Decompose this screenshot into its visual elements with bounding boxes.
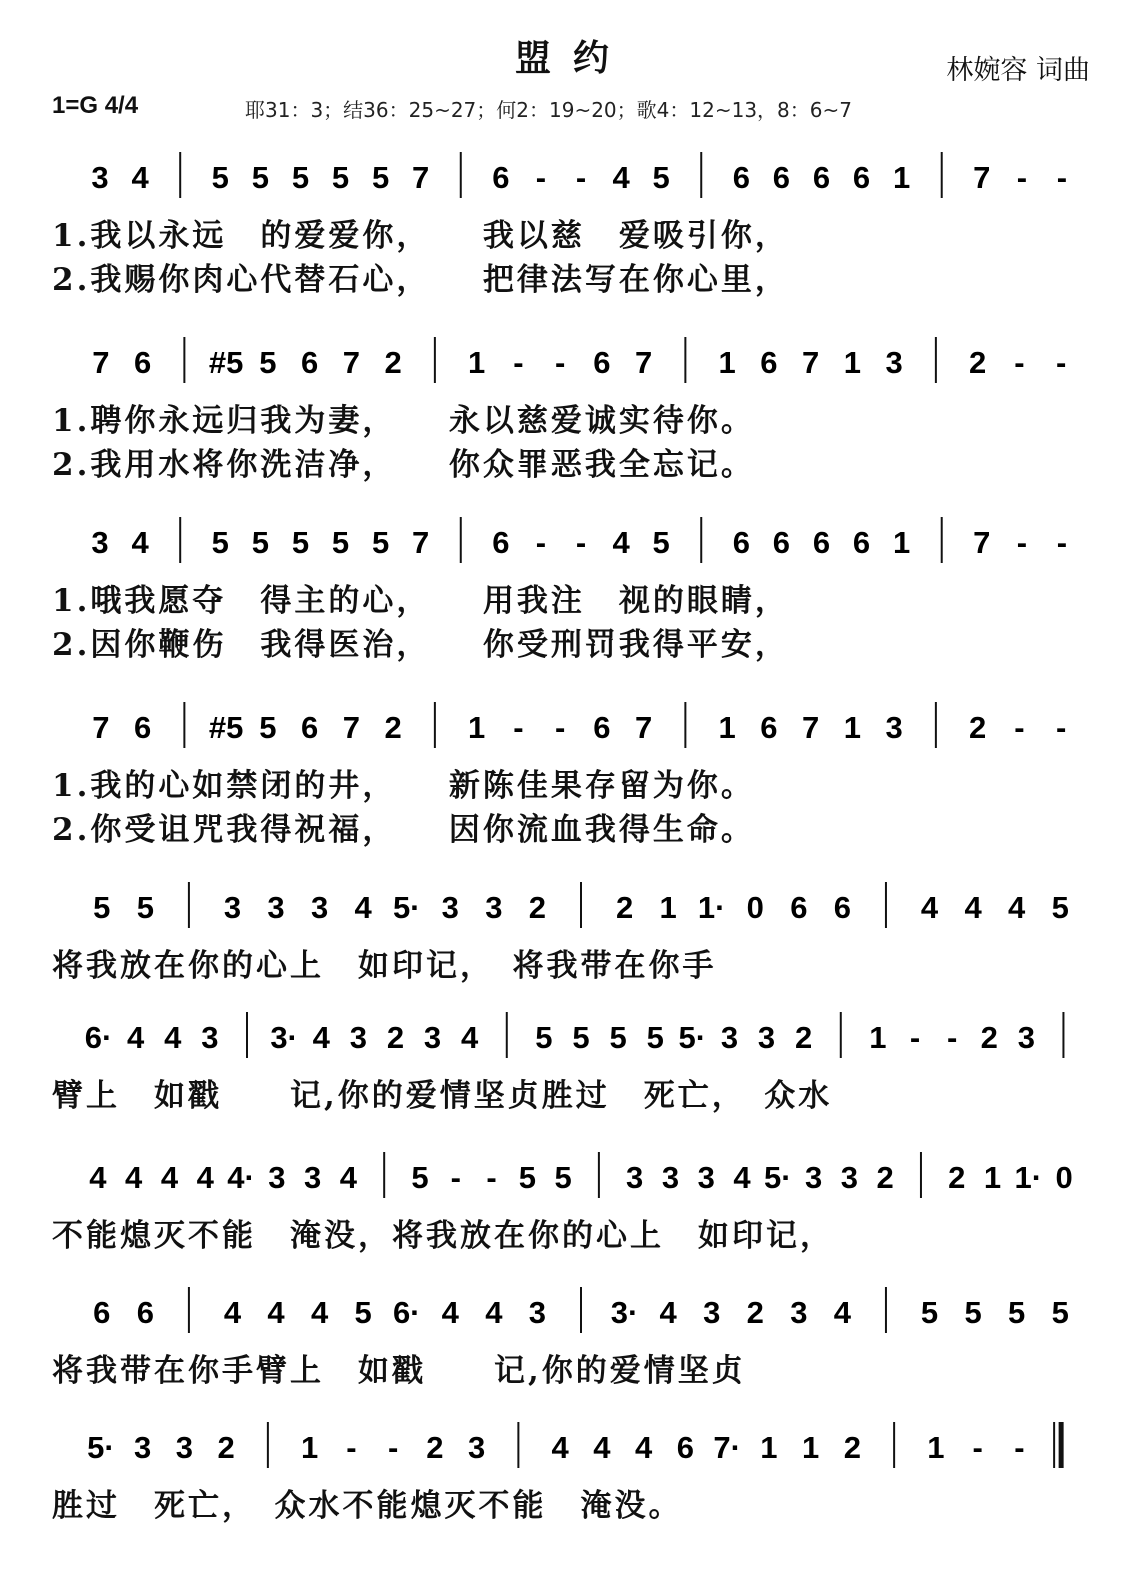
- note: 3: [423, 1020, 442, 1055]
- note: 3: [134, 1430, 152, 1465]
- note: 5: [1051, 1295, 1069, 1330]
- note: 7: [635, 710, 653, 745]
- note: 5: [331, 525, 350, 560]
- note: 3·: [270, 1020, 298, 1055]
- note: 2: [948, 1160, 966, 1195]
- note: 3: [485, 890, 503, 925]
- note: 4: [196, 1160, 214, 1195]
- dash-note: -: [972, 1430, 983, 1465]
- dash-note: -: [535, 160, 547, 195]
- dash-note: -: [535, 525, 547, 560]
- note: 3: [441, 890, 459, 925]
- note: 4: [312, 1020, 330, 1055]
- note: 3: [840, 1160, 859, 1195]
- note: 1: [718, 710, 736, 745]
- note: 3: [757, 1020, 776, 1055]
- note: 1: [893, 525, 911, 560]
- note: 4: [920, 890, 939, 925]
- note: 3: [268, 1160, 286, 1195]
- note: 4: [89, 1160, 107, 1195]
- note: 1: [927, 1430, 945, 1465]
- note: 5: [535, 1020, 553, 1055]
- note: 5: [646, 1020, 664, 1055]
- scripture-references: 耶31：3；结36：25~27；何2：19~20；歌4：12~13，8：6~7: [245, 98, 852, 122]
- score-row: [0, 1285, 1146, 1435]
- note: 6·: [392, 1295, 421, 1330]
- note: 6: [676, 1430, 694, 1465]
- note: 3: [626, 1160, 644, 1195]
- note: 0: [746, 890, 764, 925]
- note: 4: [131, 160, 149, 195]
- note: 3: [1017, 1020, 1035, 1055]
- note: 2: [386, 1020, 405, 1055]
- note: 6: [136, 1295, 154, 1330]
- note: 6: [301, 710, 319, 745]
- note: 5: [251, 160, 269, 195]
- note: 5: [331, 160, 350, 195]
- note: 5·: [678, 1020, 707, 1055]
- note: 7·: [713, 1430, 741, 1465]
- note: 7: [92, 345, 110, 380]
- score-row: [0, 1420, 1146, 1570]
- dash-note: -: [1055, 710, 1067, 745]
- note: 6: [134, 710, 152, 745]
- dash-note: -: [450, 1160, 461, 1195]
- note: 4: [593, 1430, 611, 1465]
- dash-note: -: [513, 345, 524, 380]
- note: 7: [802, 710, 820, 745]
- note: 5: [554, 1160, 572, 1195]
- note: 3: [790, 1295, 808, 1330]
- note: 4: [125, 1160, 143, 1195]
- note: #5: [208, 710, 244, 745]
- note: 7: [802, 345, 820, 380]
- note: 5: [652, 525, 670, 560]
- note: 3: [885, 345, 903, 380]
- note: 7: [635, 345, 653, 380]
- note: 2: [969, 345, 987, 380]
- dash-note: -: [1056, 525, 1068, 560]
- lyric-line: 2.我用水将你洗洁净， 你众罪恶我全忘记。: [52, 447, 755, 483]
- note: 5: [411, 1160, 429, 1195]
- dash-note: -: [1016, 160, 1028, 195]
- dash-note: -: [513, 710, 524, 745]
- note: 2: [426, 1430, 444, 1465]
- note: 1: [802, 1430, 820, 1465]
- note: 2: [746, 1295, 764, 1330]
- note: 3: [697, 1160, 715, 1195]
- note: 6: [732, 160, 750, 195]
- lyric-line: 1.哦我愿夺 得主的心， 用我注 视的眼睛，: [52, 583, 789, 619]
- note: 3: [91, 525, 109, 560]
- note: 1: [983, 1160, 1002, 1195]
- note: 4: [127, 1020, 145, 1055]
- note: 3: [885, 710, 903, 745]
- note: 3: [303, 1160, 322, 1195]
- note: 1: [843, 710, 861, 745]
- dash-note: -: [575, 525, 587, 560]
- note: 7: [412, 525, 430, 560]
- note: 6: [790, 890, 808, 925]
- dash-note: -: [1014, 345, 1025, 380]
- lyric-line: 1.我以永远 的爱爱你， 我以慈 爱吸引你，: [52, 218, 789, 254]
- note: 4: [160, 1160, 179, 1195]
- note: 4: [485, 1295, 503, 1330]
- note: 6: [852, 525, 871, 560]
- note: 3: [91, 160, 109, 195]
- key-signature: 1=G 4/4: [52, 92, 139, 119]
- note: 7: [92, 710, 110, 745]
- note: 4: [267, 1295, 285, 1330]
- note: 5·: [764, 1160, 792, 1195]
- note: 4: [461, 1020, 479, 1055]
- note: 6: [760, 345, 778, 380]
- dash-note: -: [1014, 1430, 1025, 1465]
- note: 2: [980, 1020, 998, 1055]
- note: 7: [973, 525, 991, 560]
- dash-note: -: [575, 160, 587, 195]
- note: 5: [211, 160, 229, 195]
- score-row: [0, 1010, 1146, 1160]
- note: 6: [134, 345, 152, 380]
- note: 4: [354, 890, 372, 925]
- score-row: [0, 880, 1146, 1030]
- note: 7: [412, 160, 430, 195]
- score-row: [0, 150, 1146, 300]
- note: 5: [291, 160, 310, 195]
- note: 3: [661, 1160, 680, 1195]
- song-title: 盟约: [514, 38, 631, 79]
- note: 2: [969, 710, 987, 745]
- note: 1: [760, 1430, 778, 1465]
- note: 4: [659, 1295, 677, 1330]
- note: 6: [772, 525, 791, 560]
- lyric-line: 2.我赐你肉心代替石心， 把律法写在你心里，: [52, 262, 789, 298]
- note: 1: [468, 710, 486, 745]
- note: 6: [772, 160, 791, 195]
- note: 5: [259, 345, 277, 380]
- lyric-line: 将我放在你的心上 如印记， 将我带在你手: [52, 948, 717, 984]
- note: 1: [718, 345, 736, 380]
- dash-note: -: [387, 1430, 399, 1465]
- note: 1: [869, 1020, 887, 1055]
- note: 4: [733, 1160, 751, 1195]
- note: 1·: [1014, 1160, 1043, 1195]
- note: 5: [572, 1020, 590, 1055]
- dash-note: -: [554, 710, 566, 745]
- note: 4: [612, 525, 630, 560]
- note: 4: [310, 1295, 329, 1330]
- dash-note: -: [1055, 345, 1067, 380]
- note: 4: [131, 525, 149, 560]
- note: 4: [223, 1295, 242, 1330]
- note: 5: [251, 525, 269, 560]
- note: 6: [301, 345, 319, 380]
- lyric-line: 将我带在你手臂上 如戳 记,你的爱情坚贞: [52, 1353, 746, 1389]
- note: 6·: [84, 1020, 113, 1055]
- note: 4: [441, 1295, 459, 1330]
- dash-note: -: [909, 1020, 921, 1055]
- note: 5: [371, 525, 390, 560]
- note: 5: [964, 1295, 982, 1330]
- lyric-line: 1.聘你永远归我为妻， 永以慈爱诚实待你。: [52, 403, 755, 439]
- dash-note: -: [1056, 160, 1068, 195]
- lyric-line: 2.你受诅咒我得祝福， 因你流血我得生命。: [52, 812, 755, 848]
- note: 6: [492, 525, 510, 560]
- note: #5: [208, 345, 244, 380]
- note: 3·: [610, 1295, 639, 1330]
- dash-note: -: [1016, 525, 1028, 560]
- note: 2: [217, 1430, 235, 1465]
- author-credit: 林婉容 词曲: [946, 55, 1090, 86]
- lyric-line: 不能熄灭不能 淹没，将我放在你的心上 如印记，: [52, 1218, 834, 1254]
- lyric-line: 臂上 如戳 记,你的爱情坚贞胜过 死亡， 众水: [52, 1078, 833, 1114]
- note: 3: [201, 1020, 219, 1055]
- note: 2: [795, 1020, 813, 1055]
- note: 1: [843, 345, 861, 380]
- note: 1: [659, 890, 677, 925]
- note: 5: [1008, 1295, 1026, 1330]
- note: 7: [342, 710, 360, 745]
- note: 2: [615, 890, 634, 925]
- note: 5: [136, 890, 154, 925]
- note: 4: [1008, 890, 1026, 925]
- note: 3: [804, 1160, 823, 1195]
- note: 5·: [392, 890, 421, 925]
- note: 5: [93, 890, 111, 925]
- note: 4: [164, 1020, 182, 1055]
- note: 2: [528, 890, 547, 925]
- note: 2: [876, 1160, 894, 1195]
- dash-note: -: [1014, 710, 1025, 745]
- score-row: [0, 335, 1146, 485]
- note: 2: [843, 1430, 861, 1465]
- note: 5: [652, 160, 670, 195]
- note: 4: [833, 1295, 852, 1330]
- note: 2: [384, 345, 402, 380]
- note: 4: [964, 890, 982, 925]
- score-row: [0, 700, 1146, 850]
- note: 7: [342, 345, 360, 380]
- dash-note: -: [554, 345, 566, 380]
- note: 6: [852, 160, 871, 195]
- note: 4: [339, 1160, 358, 1195]
- note: 6: [760, 710, 778, 745]
- note: 4: [612, 160, 630, 195]
- note: 6: [492, 160, 510, 195]
- note: 6: [812, 160, 831, 195]
- note: 5: [259, 710, 277, 745]
- note: 6: [593, 345, 611, 380]
- lyric-line: 胜过 死亡， 众水不能熄灭不能 淹没。: [52, 1488, 683, 1524]
- note: 4·: [227, 1160, 255, 1195]
- note: 3: [175, 1430, 193, 1465]
- dash-note: -: [486, 1160, 497, 1195]
- note: 3: [310, 890, 329, 925]
- note: 5: [609, 1020, 627, 1055]
- dash-note: -: [946, 1020, 958, 1055]
- note: 6: [593, 710, 611, 745]
- note: 5: [291, 525, 310, 560]
- note: 5: [371, 160, 390, 195]
- note: 3: [720, 1020, 739, 1055]
- note: 3: [349, 1020, 367, 1055]
- note: 6: [812, 525, 831, 560]
- note: 5: [354, 1295, 372, 1330]
- note: 4: [551, 1430, 569, 1465]
- note: 5·: [87, 1430, 115, 1465]
- note: 1·: [697, 890, 726, 925]
- note: 3: [468, 1430, 486, 1465]
- dash-note: -: [346, 1430, 357, 1465]
- note: 1: [893, 160, 911, 195]
- note: 5: [1051, 890, 1069, 925]
- note: 5: [211, 525, 229, 560]
- note: 5: [518, 1160, 536, 1195]
- note: 2: [384, 710, 402, 745]
- lyric-line: 2.因你鞭伤 我得医治， 你受刑罚我得平安，: [52, 627, 789, 663]
- note: 3: [267, 890, 285, 925]
- note: 4: [635, 1430, 653, 1465]
- note: 6: [93, 1295, 111, 1330]
- note: 3: [703, 1295, 721, 1330]
- note: 5: [920, 1295, 939, 1330]
- note: 1: [301, 1430, 319, 1465]
- note: 3: [528, 1295, 547, 1330]
- score-row: [0, 1150, 1146, 1300]
- note: 6: [732, 525, 750, 560]
- score-row: [0, 515, 1146, 665]
- note: 0: [1055, 1160, 1073, 1195]
- note: 1: [468, 345, 486, 380]
- note: 7: [973, 160, 991, 195]
- note: 3: [223, 890, 242, 925]
- note: 6: [833, 890, 852, 925]
- lyric-line: 1.我的心如禁闭的井， 新陈佳果存留为你。: [52, 768, 755, 804]
